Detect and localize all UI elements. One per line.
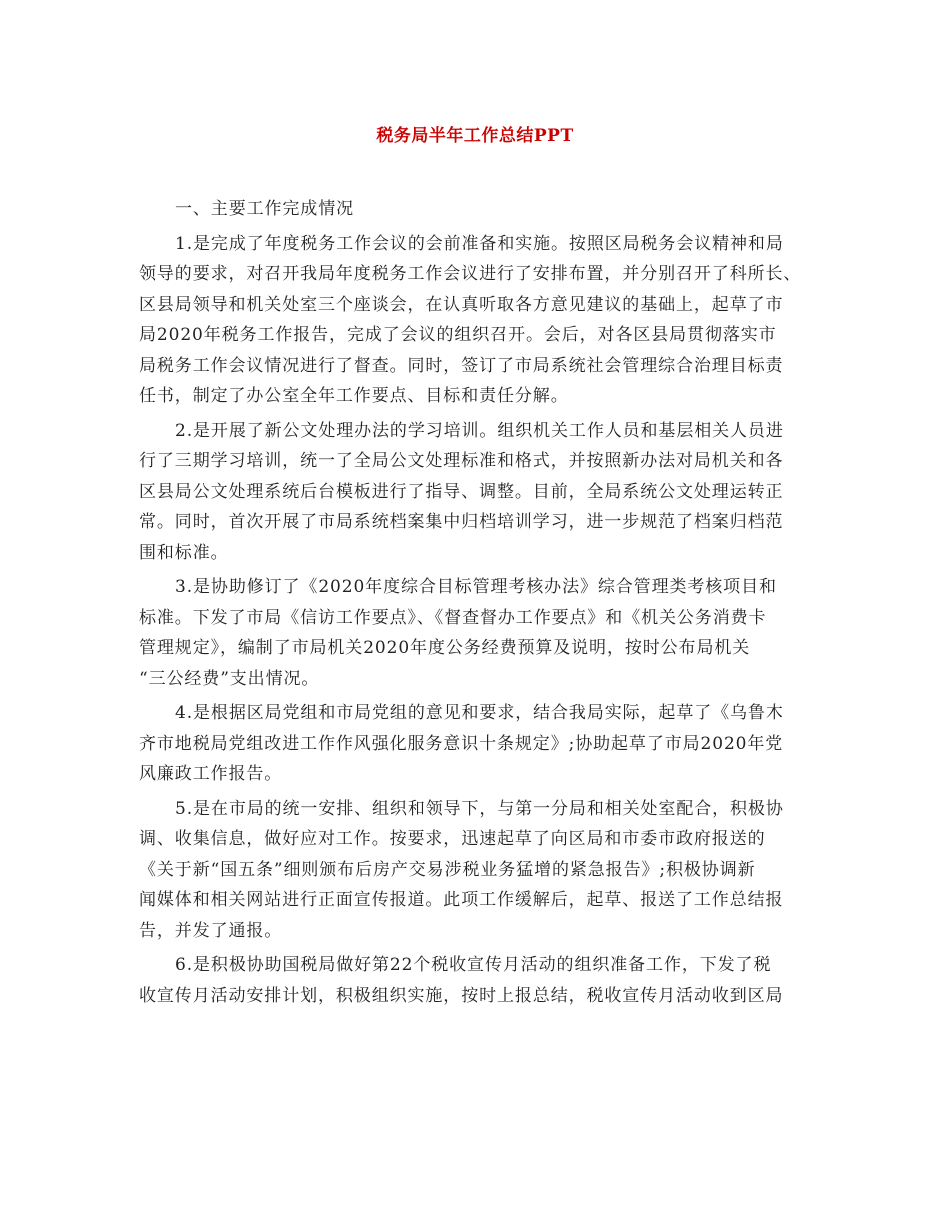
paragraph-4: 4.是根据区局党组和市局党组的意见和要求，结合我局实际，起草了《乌鲁木 齐市地税局党组改进工作作风强化服务意识十条规定》;协助起草了市局2020年党 风廉政工作报告。 bbox=[139, 703, 784, 784]
paragraph-2: 2.是开展了新公文处理办法的学习培训。组织机关工作人员和基层相关人员进 行了三期学习培训，统一了全局公文处理标准和格式，并按照新办法对局机关和各 区县局公文处理系统后台模板进行了指导、调整。目前，全局系统公文处理运转正 常。同时，首次开展了市局系统档案集中归档培训学习，进一步规范了档案归档范 围和标准。 bbox=[139, 420, 784, 563]
document-body bbox=[139, 194, 815, 1015]
document-title: 税务局半年工作总结PPT bbox=[376, 126, 574, 146]
paragraph-5: 5.是在市局的统一安排、组织和领导下，与第一分局和相关处室配合，积极协 调、收集信息，做好应对工作。按要求，迅速起草了向区局和市委市政府报送的 《关于新“国五条”细则颁布后房产交易涉税业务猛增的紧急报告》;积极协调新 闻媒体和相关网站进行正面宣传报道。此项工作缓解后，起草、报送了工作总结报 告，并发了通报。 bbox=[139, 798, 784, 941]
paragraph-6: 6.是积极协助国税局做好第22个税收宣传月活动的组织准备工作，下发了税 收宣传月活动安排计划，积极组织实施，按时上报总结，税收宣传月活动收到区局 bbox=[139, 955, 784, 1006]
paragraph-3: 3.是协助修订了《2020年度综合目标管理考核办法》综合管理类考核项目和 标准。下发了市局《信访工作要点》、《督查督办工作要点》和《机关公务消费卡 管理规定》，编制了市局机关2020年度公务经费预算及说明，按时公布局机关 “三公经费”支出情况。 bbox=[139, 577, 777, 689]
section-heading: 一、主要工作完成情况 bbox=[175, 199, 354, 219]
paragraph-1: 1.是完成了年度税务工作会议的会前准备和实施。按照区局税务会议精神和局 领导的要求，对召开我局年度税务工作会议进行了安排布置，并分别召开了科所长、 区县局领导和机关处室三个座谈会，在认真听取各方意见建议的基础上，起草了市 局2020年税务工作报告，完成了会议的组织召开。会后，对各区县局贯彻落实市 局税务工作会议情况进行了督查。同时，签订了市局系统社会管理综合治理目标责 任书，制定了办公室全年工作要点、目标和责任分解。 bbox=[139, 233, 802, 406]
